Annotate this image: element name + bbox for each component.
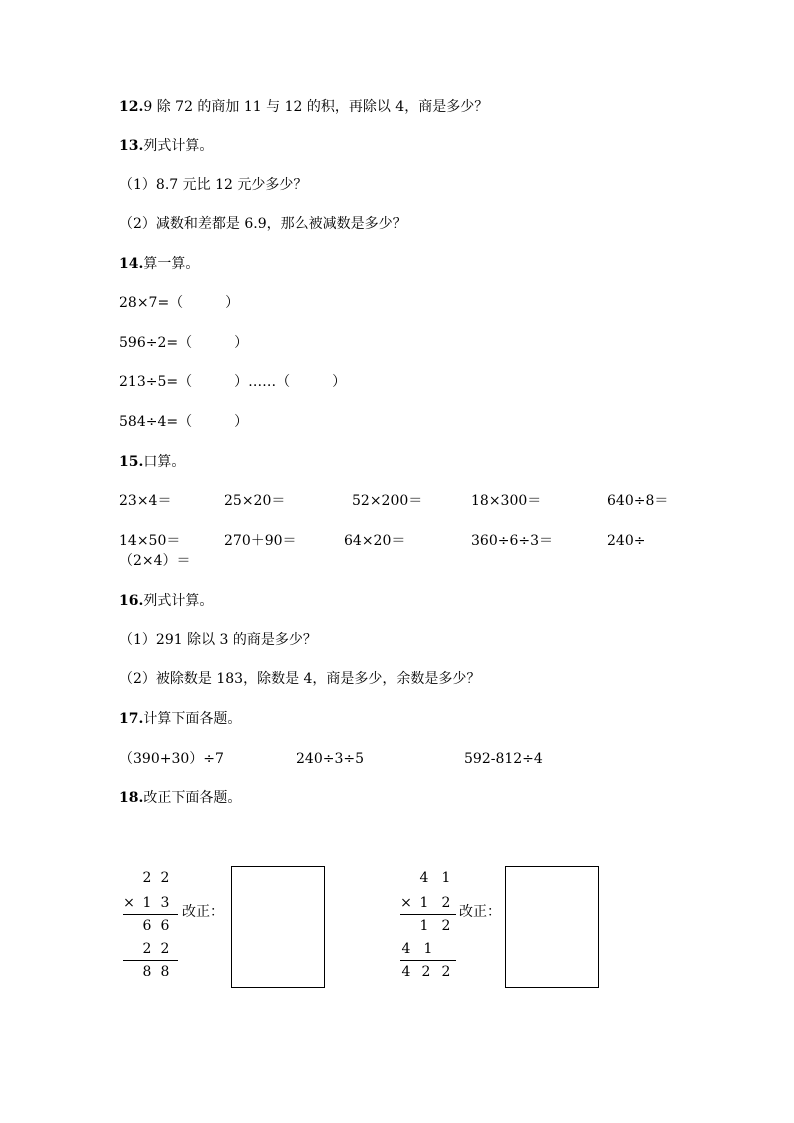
digit: 2 bbox=[421, 964, 431, 980]
q17-item-2: 240÷3÷5 bbox=[296, 751, 364, 767]
digit: 2 bbox=[142, 941, 152, 957]
q17-item-3: 592-812÷4 bbox=[464, 751, 543, 767]
digit: 1 bbox=[419, 918, 429, 934]
question-title: 算一算。 bbox=[143, 256, 200, 272]
digit: 3 bbox=[160, 895, 170, 911]
q14-item-1: 28×7=（ ） bbox=[119, 295, 240, 311]
digit: 1 bbox=[423, 941, 433, 957]
q15-row2-item-4: 360÷6÷3＝ bbox=[471, 533, 553, 549]
correction-box-2[interactable] bbox=[505, 866, 599, 988]
q15-row1-item-4: 18×300＝ bbox=[471, 493, 542, 509]
question-title: 列式计算。 bbox=[143, 138, 214, 154]
q14-item-3: 213÷5=（ ）……（ ） bbox=[119, 374, 347, 390]
q14-item-2: 596÷2=（ ） bbox=[119, 335, 249, 351]
question-17-title bbox=[119, 710, 241, 728]
question-number: 17. bbox=[119, 711, 144, 727]
question-number: 12. bbox=[119, 99, 144, 115]
digit: 2 bbox=[441, 918, 451, 934]
calc-line bbox=[400, 960, 456, 961]
q16-item-1: （1）291 除以 3 的商是多少？ bbox=[119, 632, 317, 648]
q15-row2-item-3: 64×20＝ bbox=[344, 533, 406, 549]
q15-row1-item-3: 52×200＝ bbox=[352, 493, 423, 509]
digit: 1 bbox=[142, 895, 152, 911]
question-title: 列式计算。 bbox=[143, 593, 214, 609]
q17-item-1: （390+30）÷7 bbox=[119, 751, 224, 767]
digit: 2 bbox=[441, 964, 451, 980]
q15-row1-item-2: 25×20＝ bbox=[224, 493, 286, 509]
digit: 4 bbox=[401, 941, 411, 957]
q15-row1-item-5: 640÷8＝ bbox=[607, 493, 669, 509]
question-number: 14. bbox=[119, 256, 144, 272]
calc-line bbox=[400, 914, 456, 915]
question-18-title bbox=[119, 789, 241, 807]
digit: 6 bbox=[142, 918, 152, 934]
q15-row2-continuation: （2×4）＝ bbox=[119, 553, 191, 569]
digit: 6 bbox=[160, 918, 170, 934]
digit: 2 bbox=[160, 941, 170, 957]
question-number: 16. bbox=[119, 593, 144, 609]
q15-row2-item-2: 270＋90＝ bbox=[224, 533, 297, 549]
q15-row2-item-5: 240÷ bbox=[607, 533, 646, 549]
q14-item-4: 584÷4=（ ） bbox=[119, 414, 249, 430]
digit: 8 bbox=[160, 964, 170, 980]
question-15-title bbox=[119, 453, 185, 471]
q16-item-2: （2）被除数是 183，除数是 4，商是多少，余数是多少？ bbox=[119, 671, 481, 687]
question-12 bbox=[119, 98, 488, 116]
digit: 4 bbox=[401, 964, 411, 980]
fix-label: 改正： bbox=[182, 904, 224, 920]
times-sign: × bbox=[123, 895, 135, 911]
question-title: 计算下面各题。 bbox=[143, 711, 242, 727]
q13-item-1: （1）8.7 元比 12 元少多少？ bbox=[119, 177, 308, 193]
question-16-title bbox=[119, 592, 213, 610]
digit: 1 bbox=[441, 870, 451, 886]
q15-row1-item-1: 23×4＝ bbox=[119, 493, 172, 509]
digit: 2 bbox=[160, 870, 170, 886]
calc-line bbox=[123, 960, 178, 961]
digit: 8 bbox=[142, 964, 152, 980]
fix-label: 改正： bbox=[459, 904, 501, 920]
question-text: 9 除 72 的商加 11 与 12 的积，再除以 4，商是多少？ bbox=[143, 99, 489, 115]
q15-row2-item-1: 14×50＝ bbox=[119, 533, 181, 549]
times-sign: × bbox=[400, 895, 412, 911]
question-title: 口算。 bbox=[143, 454, 186, 470]
correction-box-1[interactable] bbox=[231, 866, 325, 988]
q13-item-2: （2）减数和差都是 6.9，那么被减数是多少？ bbox=[119, 216, 407, 232]
question-number: 13. bbox=[119, 138, 144, 154]
question-number: 18. bbox=[119, 790, 144, 806]
question-13-title bbox=[119, 137, 213, 155]
digit: 2 bbox=[142, 870, 152, 886]
digit: 4 bbox=[419, 870, 429, 886]
question-number: 15. bbox=[119, 454, 144, 470]
question-title: 改正下面各题。 bbox=[143, 790, 242, 806]
calc-line bbox=[123, 914, 178, 915]
digit: 2 bbox=[441, 895, 451, 911]
digit: 1 bbox=[419, 895, 429, 911]
question-14-title bbox=[119, 255, 199, 273]
